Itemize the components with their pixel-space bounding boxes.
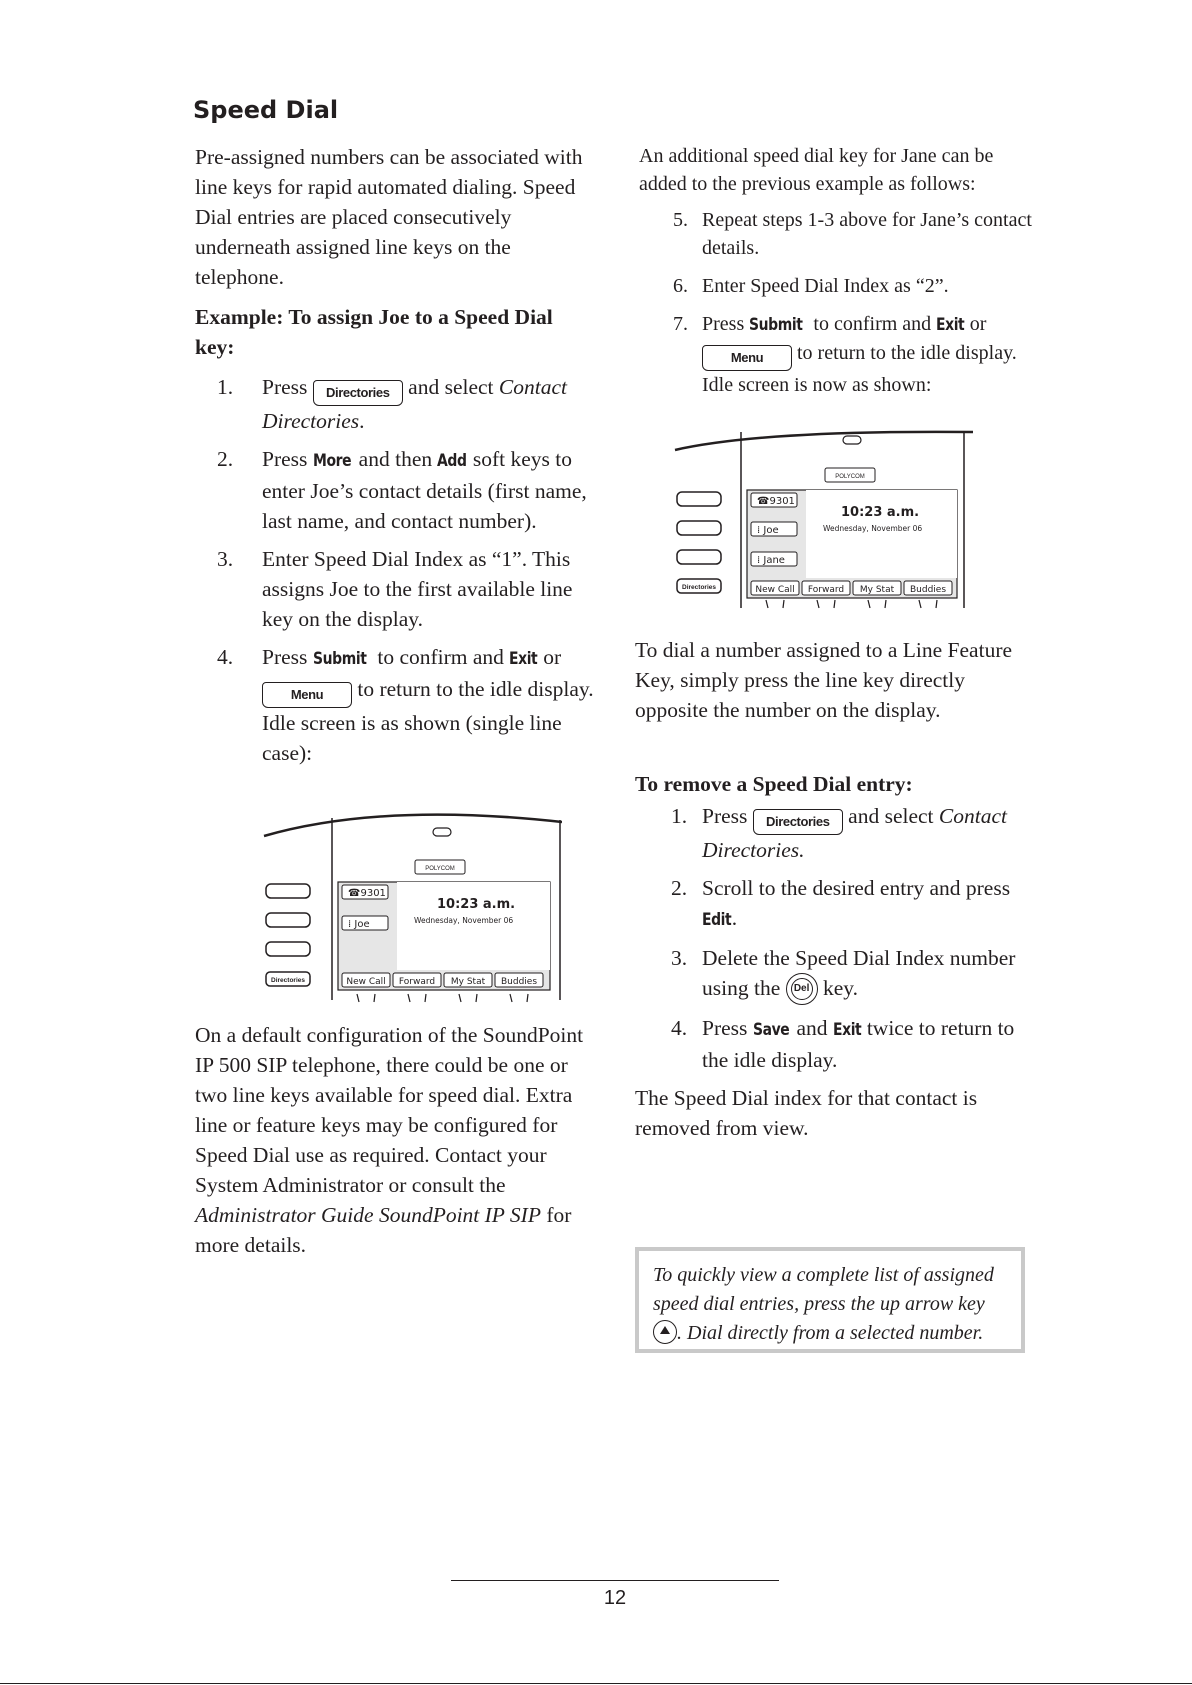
step-text: to confirm and bbox=[808, 313, 937, 335]
example-title: Example: To assign Joe to a Speed Dial key: bbox=[195, 305, 553, 359]
step-text: twice to return to the idle display. bbox=[702, 1016, 1015, 1072]
step-text: and select bbox=[842, 804, 939, 828]
dial-paragraph: To dial a number assigned to a Line Feature Key, simply press the line key directly opposite the number on the display. bbox=[635, 638, 1013, 722]
right-column bbox=[639, 142, 1039, 399]
message-light-icon bbox=[843, 436, 861, 444]
phone-svg bbox=[673, 428, 975, 610]
remove-step-3 bbox=[635, 943, 1035, 1005]
clock-date: Wednesday, November 06 bbox=[823, 524, 923, 533]
softkey-label-submit: Submit bbox=[749, 315, 803, 335]
line-label-1: ☎9301 bbox=[757, 496, 795, 507]
step-text: to return to the idle display. Idle screen is as shown (single line case): bbox=[262, 677, 594, 765]
step-2 bbox=[195, 444, 605, 536]
line-key-3 bbox=[266, 942, 310, 956]
phone-display-illustration-two-lines bbox=[673, 428, 975, 610]
line-key-3 bbox=[677, 550, 721, 564]
tip-text: . Dial directly from a selected number. bbox=[677, 1322, 984, 1344]
softkey-new-call: New Call bbox=[346, 977, 386, 987]
step-text: or bbox=[964, 313, 987, 335]
step-emphasis: Contact Directories. bbox=[702, 804, 1007, 862]
step-text: or bbox=[537, 645, 562, 669]
step-number: 7. bbox=[673, 313, 688, 335]
phone-svg bbox=[262, 794, 562, 1004]
clock-date: Wednesday, November 06 bbox=[414, 916, 514, 925]
line-key-1 bbox=[677, 492, 721, 506]
up-arrow-key-icon bbox=[653, 1320, 677, 1344]
step-7 bbox=[639, 310, 1039, 399]
remove-step-2 bbox=[635, 873, 1035, 935]
step-1 bbox=[195, 372, 605, 436]
line-key-1 bbox=[266, 884, 310, 898]
softkey-my-stat: My Stat bbox=[859, 585, 895, 595]
softkey-buddies: Buddies bbox=[500, 977, 538, 987]
step-text: Press bbox=[262, 447, 313, 471]
step-text: Delete the Speed Dial Index number using the bbox=[702, 946, 1016, 1000]
delete-key-label: Del bbox=[791, 978, 813, 1000]
softkey-label-more: More bbox=[312, 451, 351, 471]
menu-key-icon: Menu bbox=[262, 682, 352, 708]
step-number: 3. bbox=[671, 946, 688, 970]
paragraph-text: for more details. bbox=[195, 1203, 572, 1257]
step-text: Enter Speed Dial Index as “1”. This assigns Joe to the first available line key on the display. bbox=[262, 547, 573, 631]
jane-intro: An additional speed dial key for Jane can be added to the previous example as follows: bbox=[639, 145, 994, 195]
line-key-2 bbox=[677, 521, 721, 535]
right-lower-section bbox=[635, 635, 1035, 1143]
polycom-logo: POLYCOM bbox=[425, 866, 455, 872]
step-number: 6. bbox=[673, 275, 688, 297]
svg-text:Directories: Directories bbox=[271, 977, 305, 984]
page-bottom-edge bbox=[0, 1683, 1192, 1684]
footer-divider bbox=[451, 1580, 779, 1581]
softkey-forward: Forward bbox=[807, 585, 845, 595]
message-light-icon bbox=[433, 828, 451, 836]
softkey-label-exit: Exit bbox=[936, 315, 965, 335]
step-emphasis: Contact Directories bbox=[262, 375, 567, 433]
line-label-3: ⁞ Jane bbox=[757, 555, 785, 566]
step-number: 5. bbox=[673, 209, 688, 231]
phone-display-illustration-single bbox=[262, 794, 562, 1004]
guide-title: Administrator Guide SoundPoint IP SIP bbox=[195, 1203, 541, 1227]
step-text: and select bbox=[402, 375, 499, 399]
step-number: 1. bbox=[671, 804, 688, 828]
step-number: 2. bbox=[671, 876, 688, 900]
step-text: and bbox=[791, 1016, 833, 1040]
step-text: . bbox=[359, 409, 365, 433]
left-column bbox=[195, 142, 605, 768]
delete-key-icon bbox=[786, 973, 818, 1005]
step-text: Press bbox=[702, 1016, 753, 1040]
remove-step-1 bbox=[635, 801, 1035, 865]
line-label-2: ⁞ Joe bbox=[757, 525, 779, 536]
softkey-buddies: Buddies bbox=[909, 585, 947, 595]
remove-title: To remove a Speed Dial entry: bbox=[635, 772, 913, 796]
softkey-label-save: Save bbox=[752, 1020, 790, 1040]
step-text: Press bbox=[702, 804, 753, 828]
step-text: Enter Speed Dial Index as “2”. bbox=[702, 275, 949, 297]
step-text: . bbox=[731, 906, 738, 930]
step-3 bbox=[195, 544, 605, 634]
step-text: and then bbox=[353, 447, 438, 471]
softkey-label-exit: Exit bbox=[832, 1020, 862, 1040]
step-text: key. bbox=[817, 976, 859, 1000]
step-text: Press bbox=[262, 375, 313, 399]
remove-step-4 bbox=[635, 1013, 1035, 1075]
step-text: to return to the idle display. Idle screen is now as shown: bbox=[702, 342, 1017, 396]
tip-text: To quickly view a complete list of assigned speed dial entries, press the up arrow key bbox=[653, 1264, 994, 1315]
directories-key-icon: Directories bbox=[313, 380, 403, 406]
softkey-label-add: Add bbox=[437, 451, 468, 471]
step-text: Press bbox=[262, 645, 313, 669]
line-label-1: ☎9301 bbox=[348, 888, 386, 899]
step-text: Press bbox=[702, 313, 750, 335]
softkey-new-call: New Call bbox=[755, 585, 795, 595]
softkey-label-edit: Edit bbox=[702, 910, 732, 930]
menu-key-icon: Menu bbox=[702, 345, 792, 371]
configuration-paragraph bbox=[195, 1020, 595, 1260]
step-text: Scroll to the desired entry and press bbox=[702, 876, 1011, 900]
svg-text:Directories: Directories bbox=[682, 584, 716, 591]
softkey-my-stat: My Stat bbox=[450, 977, 486, 987]
step-text: to confirm and bbox=[371, 645, 510, 669]
step-text: Repeat steps 1-3 above for Jane’s contact details. bbox=[702, 209, 1032, 259]
step-number: 4. bbox=[217, 645, 234, 669]
intro-paragraph: Pre-assigned numbers can be associated with line keys for rapid automated dialing. Speed Dial entries are placed consecutively underneath assigned line keys on the telephone. bbox=[195, 145, 583, 289]
clock-time: 10:23 a.m. bbox=[841, 505, 920, 520]
softkey-forward: Forward bbox=[398, 977, 436, 987]
page-number: 12 bbox=[603, 1587, 627, 1609]
line-label-2: ⁞ Joe bbox=[348, 919, 370, 930]
tip-box bbox=[635, 1247, 1025, 1353]
step-4 bbox=[195, 642, 605, 768]
step-number: 3. bbox=[217, 547, 234, 571]
paragraph-text: On a default configuration of the SoundPoint IP 500 SIP telephone, there could be one or two line keys available for speed dial. Extra line or feature keys may be configured for Speed Dial use as required. Contact your System Administrator or consult the bbox=[195, 1023, 584, 1197]
page-heading: Speed Dial bbox=[193, 96, 339, 124]
step-number: 1. bbox=[217, 375, 234, 399]
removed-paragraph: The Speed Dial index for that contact is removed from view. bbox=[635, 1086, 978, 1140]
step-5 bbox=[639, 206, 1039, 262]
softkey-label-submit: Submit bbox=[312, 649, 367, 669]
step-6 bbox=[639, 272, 1039, 300]
step-number: 4. bbox=[671, 1016, 688, 1040]
line-key-2 bbox=[266, 913, 310, 927]
polycom-logo: POLYCOM bbox=[835, 474, 865, 480]
directories-key-icon: Directories bbox=[753, 809, 843, 835]
clock-time: 10:23 a.m. bbox=[437, 897, 516, 912]
step-number: 2. bbox=[217, 447, 234, 471]
softkey-label-exit: Exit bbox=[509, 649, 538, 669]
step-text: soft keys to enter Joe’s contact details (first name, last name, and contact number). bbox=[262, 447, 587, 533]
